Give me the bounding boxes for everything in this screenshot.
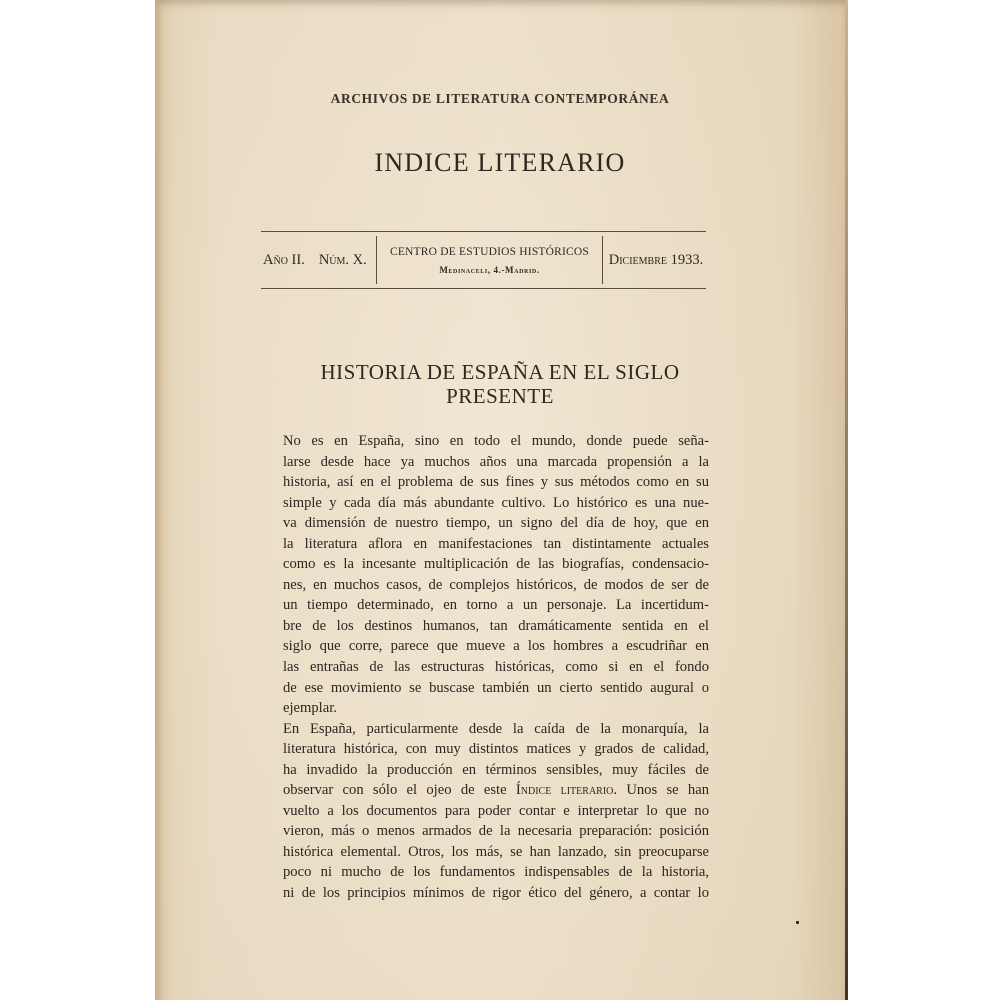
document-page <box>155 0 845 1000</box>
text-line: vieron, más o menos armados de la necesaria preparación: posición <box>283 823 709 840</box>
masthead <box>261 231 706 289</box>
text-segment: observar con sólo el ojeo de este <box>283 782 507 799</box>
text-line: poco ni mucho de los fundamentos indispensables de la historia, <box>283 864 709 881</box>
text-line: simple y cada día más abundante cultivo. Lo histórico es una nue- <box>283 494 709 511</box>
text-line: ha invadido la producción en términos sensibles, muy fáciles de <box>283 761 709 778</box>
text-line: va dimensión de nuestro tiempo, un signo del día de hoy, que en <box>283 515 709 532</box>
issue-date-text: Diciembre 1933. <box>608 251 704 268</box>
text-line: la literatura aflora en manifestaciones tan distintamente actuales <box>283 535 709 552</box>
journal-title: INDICE LITERARIO <box>374 148 626 177</box>
text-line: historia, así en el problema de sus fines y sus métodos como en su <box>283 474 709 491</box>
paragraph-2 <box>257 719 709 904</box>
article-body <box>257 431 709 904</box>
institution-name: CENTRO DE ESTUDIOS HISTÓRICOS <box>389 245 590 258</box>
publisher-info <box>376 236 603 284</box>
text-line: bre de los destinos humanos, tan dramáticamente sentida en el <box>283 617 709 634</box>
issue-date <box>606 232 706 288</box>
text-segment: . Unos se han <box>613 782 709 799</box>
institution-address: Medinaceli, 4.-Madrid. <box>439 264 540 275</box>
text-line: larse desde hace ya muchos años una marcada propensión a la <box>283 453 709 470</box>
text-line: histórica elemental. Otros, los más, se han lanzado, sin preocuparse <box>283 843 709 860</box>
text-line: siglo que corre, parece que mueve a los hombres a escudriñar en <box>283 638 709 655</box>
text-line: de ese movimiento se buscase también un cierto sentido augural o <box>283 679 709 696</box>
text-line: como es la incesante multiplicación de las biografías, condensacio- <box>283 556 709 573</box>
text-line: las entrañas de las estructuras históricas, como si en el fondo <box>283 659 709 676</box>
text-line: ejemplar. <box>283 700 337 717</box>
paragraph-1 <box>257 431 709 719</box>
ink-speck <box>796 921 799 924</box>
text-line: En España, particularmente desde la caída de la monarquía, la <box>283 720 709 737</box>
article-title <box>155 360 845 408</box>
text-line: un tiempo determinado, en torno a un personaje. La incertidum- <box>283 597 709 614</box>
text-line: No es en España, sino en todo el mundo, donde puede seña- <box>283 433 709 449</box>
issue-number: Núm. X. <box>318 251 367 268</box>
text-line: nes, en muchos casos, de complejos históricos, de modos de ser de <box>283 576 709 593</box>
journal-reference: Índice literario <box>515 782 614 799</box>
article-title-line-1: HISTORIA DE ESPAÑA EN EL SIGLO <box>320 360 680 384</box>
text-line: literatura histórica, con muy distintos matices y grados de calidad, <box>283 741 709 758</box>
text-line: ni de los principios mínimos de rigor ético del género, a contar lo <box>283 885 709 902</box>
article-title-line-2: PRESENTE <box>446 384 554 408</box>
text-line <box>257 780 709 801</box>
text-line: vuelto a los documentos para poder contar e interpretar lo que no <box>283 802 709 819</box>
issue-year: Año II. <box>263 251 305 268</box>
series-title: ARCHIVOS DE LITERATURA CONTEMPORÁNEA <box>330 91 670 106</box>
issue-info <box>261 232 373 288</box>
